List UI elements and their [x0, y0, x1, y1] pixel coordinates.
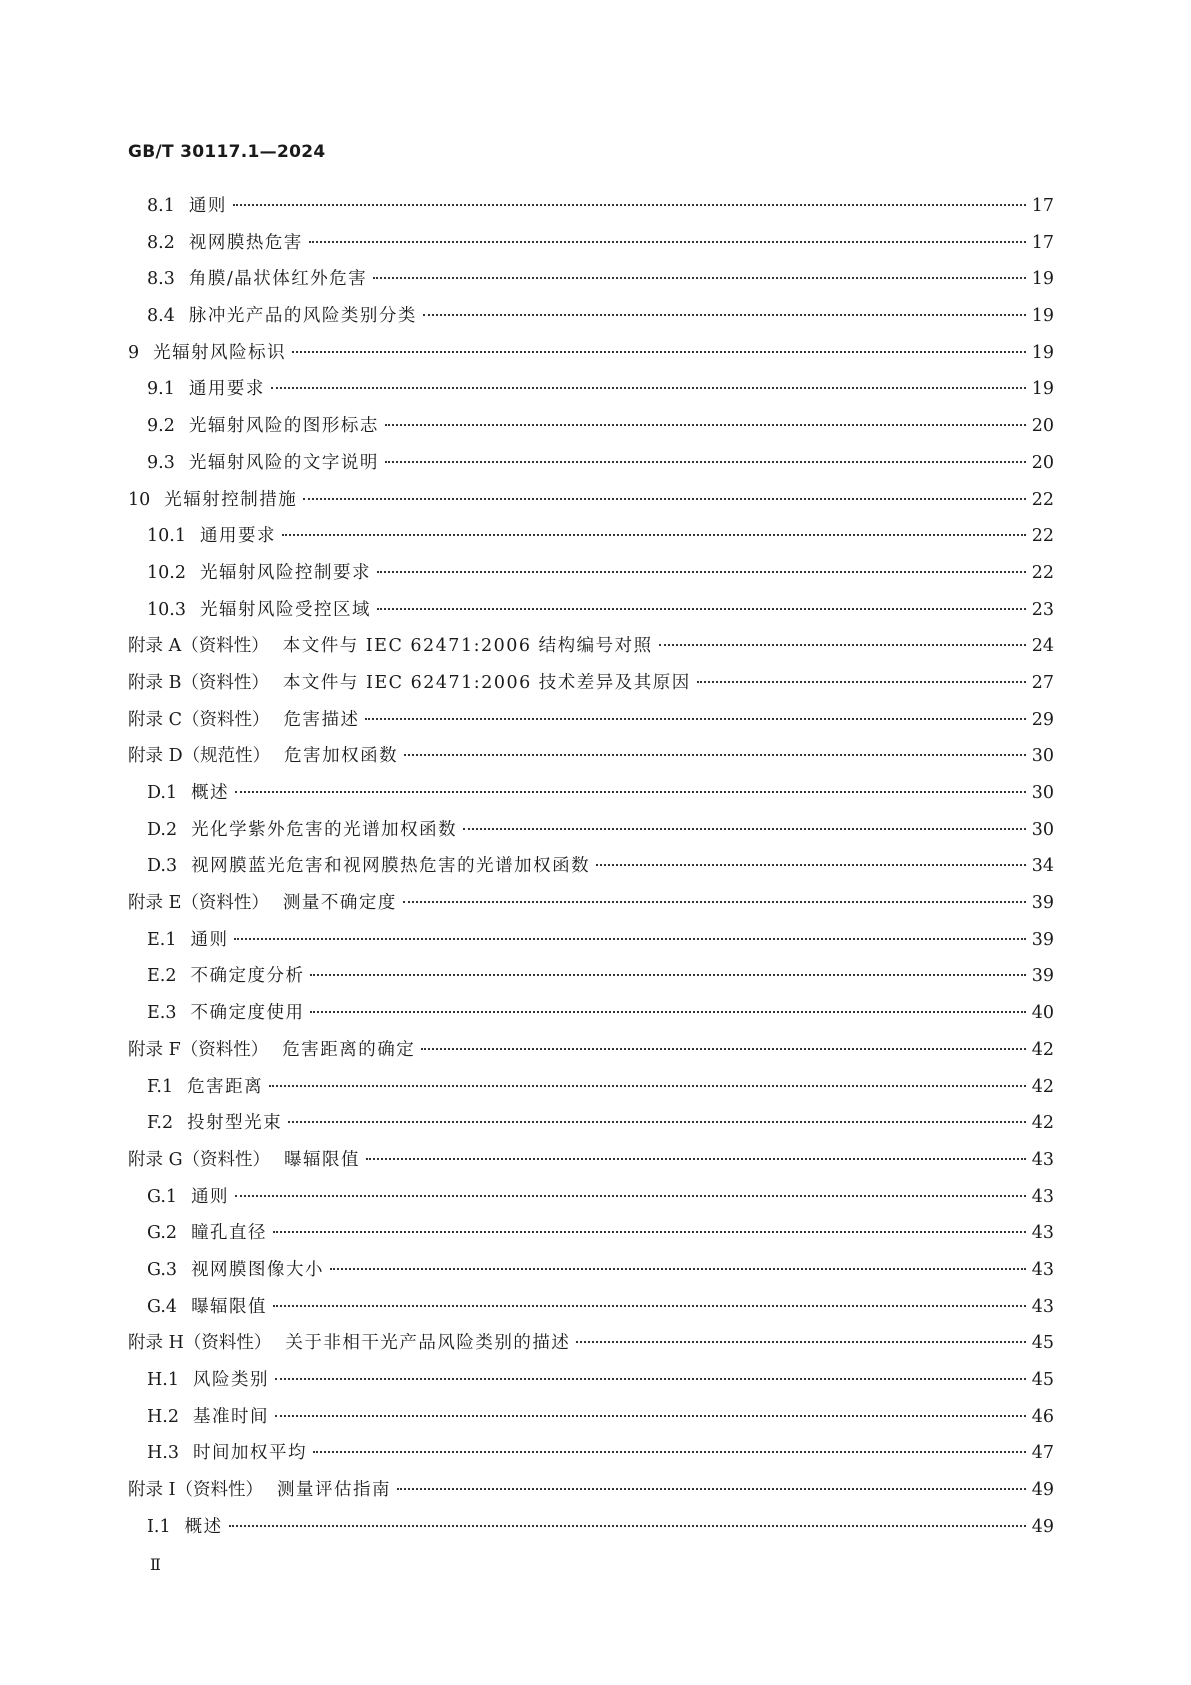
toc-entry-number: 附录 C（资料性） [128, 709, 270, 730]
toc-entry-number: 8.4 [147, 306, 175, 327]
toc-entry[interactable] [128, 265, 1054, 302]
toc-entry[interactable] [128, 339, 1054, 376]
toc-entry-title: 光辐射风险标识 [153, 342, 287, 363]
toc-entry[interactable] [128, 559, 1054, 596]
toc-entry-number: 8.2 [147, 232, 175, 253]
toc-entry-page: 17 [1031, 196, 1054, 216]
toc-entry-title: 光化学紫外危害的光谱加权函数 [191, 819, 458, 840]
toc-entry-number: 附录 I（资料性） [128, 1480, 263, 1501]
toc-entry-page: 47 [1031, 1443, 1054, 1464]
toc-leader-dots [365, 718, 1025, 720]
toc-entry-title: 视网膜蓝光危害和视网膜热危害的光谱加权函数 [191, 856, 591, 877]
toc-entry-number: G.1 [147, 1186, 178, 1207]
toc-entry-title: 通用要求 [199, 526, 276, 547]
toc-entry[interactable] [128, 962, 1054, 999]
toc-entry-page: 46 [1031, 1406, 1054, 1427]
toc-entry-title: 光辐射风险受控区域 [199, 599, 371, 620]
toc-entry[interactable] [128, 486, 1054, 523]
toc-entry[interactable] [128, 1036, 1054, 1073]
toc-entry-number: E.1 [147, 929, 177, 950]
toc-entry-title: 视网膜图像大小 [191, 1259, 325, 1280]
toc-entry[interactable] [128, 706, 1054, 743]
toc-entry-page: 24 [1031, 636, 1054, 657]
toc-entry[interactable] [128, 1439, 1054, 1476]
toc-entry[interactable] [128, 192, 1054, 229]
toc-leader-dots [697, 681, 1026, 683]
toc-entry-number: 9 [128, 342, 140, 363]
toc-entry-title: 曝辐限值 [284, 1149, 361, 1170]
toc-entry[interactable] [128, 449, 1054, 486]
toc-entry[interactable] [128, 779, 1054, 816]
toc-leader-dots [403, 901, 1026, 903]
toc-entry-title: 本文件与 IEC 62471:2006 结构编号对照 [282, 636, 653, 657]
toc-leader-dots [234, 938, 1025, 940]
toc-entry[interactable] [128, 669, 1054, 706]
toc-entry-page: 22 [1031, 489, 1054, 510]
toc-entry-page: 22 [1031, 526, 1054, 547]
toc-entry-title: 不确定度分析 [190, 966, 305, 987]
toc-entry[interactable] [128, 1293, 1054, 1330]
toc-entry-title: 投射型光束 [187, 1113, 283, 1134]
toc-leader-dots [310, 1011, 1025, 1013]
toc-entry[interactable] [128, 229, 1054, 266]
toc-entry-page: 19 [1031, 269, 1054, 290]
toc-leader-dots [273, 1231, 1026, 1233]
toc-entry-page: 20 [1031, 452, 1054, 473]
toc-leader-dots [423, 314, 1026, 316]
toc-leader-dots [596, 864, 1026, 866]
toc-leader-dots [385, 424, 1026, 426]
toc-entry-page: 19 [1031, 306, 1054, 327]
toc-entry-title: 视网膜热危害 [188, 232, 303, 253]
toc-entry-page: 27 [1031, 672, 1054, 693]
toc-leader-dots [235, 1195, 1026, 1197]
document-header: GB/T 30117.1—2024 [128, 142, 326, 162]
toc-entry-page: 43 [1031, 1186, 1054, 1207]
toc-entry-title: 危害加权函数 [284, 746, 399, 767]
toc-leader-dots [463, 828, 1026, 830]
toc-entry-number: H.1 [147, 1370, 179, 1390]
toc-leader-dots [310, 974, 1025, 976]
toc-leader-dots [377, 608, 1026, 610]
toc-entry-title: 测量评估指南 [276, 1480, 391, 1501]
toc-entry[interactable] [128, 1403, 1054, 1440]
toc-leader-dots [385, 461, 1026, 463]
toc-entry-number: 附录 G（资料性） [128, 1149, 271, 1170]
toc-entry-page: 45 [1031, 1370, 1054, 1390]
toc-leader-dots [404, 754, 1026, 756]
toc-entry[interactable] [128, 412, 1054, 449]
toc-leader-dots [292, 351, 1026, 353]
toc-entry-number: 附录 D（规范性） [128, 746, 271, 767]
toc-entry-number: 附录 E（资料性） [128, 893, 269, 914]
toc-entry[interactable] [128, 375, 1054, 412]
toc-entry-number: 附录 F（资料性） [128, 1039, 269, 1060]
toc-entry[interactable] [128, 1329, 1054, 1366]
toc-entry-title: 通则 [191, 1186, 230, 1207]
toc-entry-number: 9.2 [147, 416, 175, 437]
toc-entry-page: 39 [1031, 966, 1054, 987]
toc-entry-number: 9.1 [147, 379, 175, 400]
toc-entry[interactable] [128, 1109, 1054, 1146]
toc-entry-page: 23 [1031, 599, 1054, 620]
toc-entry[interactable] [128, 632, 1054, 669]
toc-entry-title: 危害距离的确定 [282, 1039, 416, 1060]
toc-entry-number: 9.3 [147, 452, 175, 473]
toc-entry-title: 不确定度使用 [190, 1003, 305, 1024]
toc-entry-title: 通则 [188, 196, 227, 216]
toc-entry-title: 危害距离 [187, 1076, 264, 1097]
toc-entry-number: 附录 H（资料性） [128, 1333, 272, 1354]
toc-leader-dots [373, 277, 1025, 279]
toc-leader-dots [366, 1158, 1026, 1160]
toc-entry-title: 光辐射风险的文字说明 [188, 452, 379, 473]
toc-entry[interactable] [128, 999, 1054, 1036]
toc-entry[interactable] [128, 1513, 1054, 1550]
toc-leader-dots [275, 1378, 1026, 1380]
toc-entry-number: 10.3 [147, 599, 186, 620]
toc-entry-title: 基准时间 [192, 1406, 269, 1427]
toc-entry-title: 测量不确定度 [282, 893, 397, 914]
toc-entry-page: 30 [1031, 819, 1054, 840]
toc-leader-dots [288, 1121, 1026, 1123]
toc-entry-page: 39 [1031, 893, 1054, 914]
table-of-contents [128, 192, 1054, 1549]
toc-entry-page: 42 [1031, 1113, 1054, 1134]
toc-entry[interactable] [128, 926, 1054, 963]
toc-entry-title: 曝辐限值 [191, 1296, 268, 1317]
toc-entry-page: 40 [1031, 1003, 1054, 1024]
toc-entry[interactable] [128, 852, 1054, 889]
toc-leader-dots [313, 1451, 1026, 1453]
toc-entry[interactable] [128, 1219, 1054, 1256]
toc-entry-title: 脉冲光产品的风险类别分类 [188, 306, 417, 327]
toc-entry-page: 42 [1031, 1076, 1054, 1097]
toc-entry-number: I.1 [147, 1516, 171, 1537]
toc-entry-number: E.2 [147, 966, 177, 987]
toc-entry-title: 光辐射控制措施 [164, 489, 298, 510]
toc-entry-page: 49 [1031, 1480, 1054, 1501]
toc-entry-title: 时间加权平均 [192, 1443, 307, 1464]
toc-entry-number: 附录 B（资料性） [128, 672, 269, 693]
toc-entry-number: F.1 [147, 1076, 174, 1097]
toc-entry-number: 10.1 [147, 526, 186, 547]
toc-entry-title: 通则 [190, 929, 229, 950]
toc-entry-page: 39 [1031, 929, 1054, 950]
toc-entry-page: 22 [1031, 562, 1054, 583]
toc-entry-title: 角膜/晶状体红外危害 [188, 269, 368, 290]
toc-entry-page: 43 [1031, 1223, 1054, 1244]
toc-entry-number: 附录 A（资料性） [128, 636, 269, 657]
toc-entry-number: H.3 [147, 1443, 179, 1464]
toc-leader-dots [576, 1341, 1025, 1343]
toc-entry-page: 43 [1031, 1259, 1054, 1280]
toc-entry-title: 光辐射风险的图形标志 [188, 416, 379, 437]
toc-entry[interactable] [128, 742, 1054, 779]
toc-entry[interactable] [128, 1476, 1054, 1513]
toc-entry-page: 17 [1031, 232, 1054, 253]
toc-entry-title: 关于非相干光产品风险类别的描述 [285, 1333, 571, 1354]
toc-leader-dots [269, 1085, 1026, 1087]
toc-entry[interactable] [128, 1183, 1054, 1220]
toc-leader-dots [659, 644, 1026, 646]
toc-entry-number: G.4 [147, 1296, 178, 1317]
toc-entry-title: 概述 [184, 1516, 223, 1537]
toc-leader-dots [271, 387, 1026, 389]
toc-entry-number: E.3 [147, 1003, 177, 1024]
toc-leader-dots [273, 1305, 1026, 1307]
toc-entry-page: 49 [1031, 1516, 1054, 1537]
toc-entry-page: 30 [1031, 746, 1054, 767]
toc-leader-dots [377, 571, 1026, 573]
toc-entry[interactable] [128, 1146, 1054, 1183]
toc-entry[interactable] [128, 1256, 1054, 1293]
toc-entry-number: G.2 [147, 1223, 178, 1244]
toc-entry-number: D.1 [147, 783, 178, 803]
toc-entry[interactable] [128, 596, 1054, 633]
toc-entry[interactable] [128, 1366, 1054, 1403]
toc-entry-number: G.3 [147, 1259, 178, 1280]
toc-leader-dots [309, 241, 1026, 243]
toc-entry-title: 风险类别 [192, 1370, 269, 1390]
toc-entry-title: 危害描述 [283, 709, 360, 730]
toc-leader-dots [275, 1415, 1026, 1417]
toc-entry-page: 19 [1031, 379, 1054, 400]
toc-entry-number: 10 [128, 489, 151, 510]
toc-leader-dots [421, 1048, 1026, 1050]
toc-entry-title: 光辐射风险控制要求 [199, 562, 371, 583]
toc-entry-number: 8.3 [147, 269, 175, 290]
toc-entry-number: D.2 [147, 819, 178, 840]
toc-entry[interactable] [128, 302, 1054, 339]
toc-entry-page: 43 [1031, 1149, 1054, 1170]
toc-entry[interactable] [128, 1073, 1054, 1110]
toc-leader-dots [229, 1525, 1026, 1527]
toc-entry-page: 19 [1031, 342, 1054, 363]
toc-entry-page: 43 [1031, 1296, 1054, 1317]
toc-entry-title: 瞳孔直径 [191, 1223, 268, 1244]
toc-entry[interactable] [128, 816, 1054, 853]
toc-entry-title: 概述 [191, 783, 230, 803]
toc-leader-dots [235, 791, 1026, 793]
toc-entry-page: 30 [1031, 783, 1054, 803]
toc-entry-number: F.2 [147, 1113, 174, 1134]
toc-entry-page: 20 [1031, 416, 1054, 437]
toc-entry-page: 34 [1031, 856, 1054, 877]
toc-leader-dots [282, 534, 1026, 536]
toc-leader-dots [303, 498, 1025, 500]
toc-entry-page: 29 [1031, 709, 1054, 730]
toc-entry[interactable] [128, 522, 1054, 559]
toc-entry-page: 42 [1031, 1039, 1054, 1060]
toc-entry-number: H.2 [147, 1406, 179, 1427]
toc-entry-title: 通用要求 [188, 379, 265, 400]
toc-entry[interactable] [128, 889, 1054, 926]
toc-entry-page: 45 [1031, 1333, 1054, 1354]
toc-entry-number: D.3 [147, 856, 178, 877]
toc-entry-number: 8.1 [147, 196, 175, 216]
toc-entry-number: 10.2 [147, 562, 186, 583]
toc-leader-dots [397, 1488, 1026, 1490]
toc-leader-dots [330, 1268, 1026, 1270]
toc-leader-dots [233, 204, 1026, 206]
page-number: Ⅱ [150, 1555, 161, 1574]
toc-entry-title: 本文件与 IEC 62471:2006 技术差异及其原因 [282, 672, 691, 693]
